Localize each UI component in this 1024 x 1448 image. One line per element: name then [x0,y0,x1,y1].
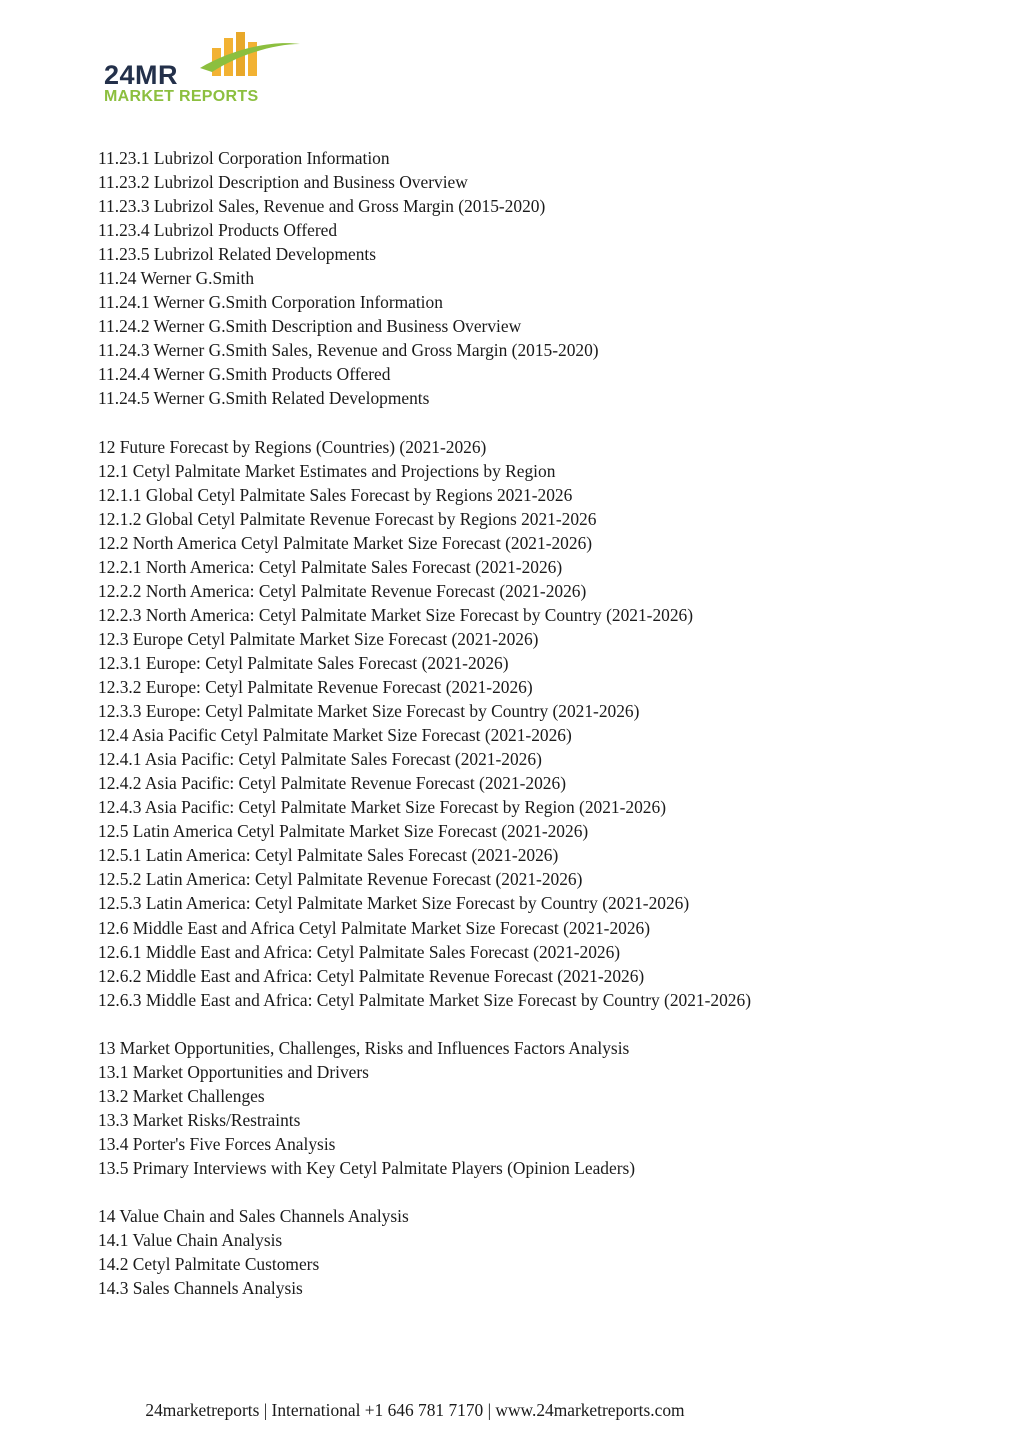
toc-line: 13.5 Primary Interviews with Key Cetyl Palmitate Players (Opinion Leaders) [98,1157,636,1178]
toc-line: 12.3.1 Europe: Cetyl Palmitate Sales Forecast (2021-2026) [98,652,509,673]
toc-line: 12.2 North America Cetyl Palmitate Market Size Forecast (2021-2026) [98,532,593,553]
logo-text-24mr: 24MR [104,60,179,90]
toc-line: 12.1.1 Global Cetyl Palmitate Sales Forecast by Regions 2021-2026 [98,484,573,505]
toc-line: 13.3 Market Risks/Restraints [98,1109,301,1130]
toc-line: 12.6.2 Middle East and Africa: Cetyl Palmitate Revenue Forecast (2021-2026) [98,965,645,986]
toc-line: 12.2.2 North America: Cetyl Palmitate Revenue Forecast (2021-2026) [98,580,587,601]
toc-line: 12.6.1 Middle East and Africa: Cetyl Palmitate Sales Forecast (2021-2026) [98,941,621,962]
toc-line: 13.4 Porter's Five Forces Analysis [98,1133,336,1154]
toc-line: 12.3.2 Europe: Cetyl Palmitate Revenue Forecast (2021-2026) [98,677,533,698]
toc-line: 11.24 Werner G.Smith [98,268,255,289]
table-of-contents [98,146,978,1324]
toc-line: 11.23.4 Lubrizol Products Offered [98,220,338,241]
toc-line: 13.1 Market Opportunities and Drivers [98,1061,369,1082]
toc-line: 11.24.4 Werner G.Smith Products Offered [98,364,391,385]
logo-text-market-reports: MARKET REPORTS [104,88,259,105]
toc-line: 14 Value Chain and Sales Channels Analysis [98,1206,409,1227]
toc-line: 12.5.2 Latin America: Cetyl Palmitate Revenue Forecast (2021-2026) [98,869,583,890]
toc-section [98,1036,978,1180]
toc-line: 12.5.1 Latin America: Cetyl Palmitate Sales Forecast (2021-2026) [98,845,559,866]
toc-line: 12.2.1 North America: Cetyl Palmitate Sales Forecast (2021-2026) [98,556,563,577]
toc-line: 11.24.2 Werner G.Smith Description and Business Overview [98,316,522,337]
toc-line: 12.5.3 Latin America: Cetyl Palmitate Market Size Forecast by Country (2021-2026) [98,893,690,914]
toc-line: 12.4.1 Asia Pacific: Cetyl Palmitate Sales Forecast (2021-2026) [98,749,542,770]
toc-line: 12.1.2 Global Cetyl Palmitate Revenue Forecast by Regions 2021-2026 [98,508,597,529]
page-footer: 24marketreports | International +1 646 781 7170 | www.24marketreports.com [145,1400,685,1420]
toc-line: 12.3 Europe Cetyl Palmitate Market Size Forecast (2021-2026) [98,628,539,649]
toc-line: 14.1 Value Chain Analysis [98,1230,283,1251]
toc-line: 11.24.1 Werner G.Smith Corporation Information [98,292,443,313]
toc-line: 12.4 Asia Pacific Cetyl Palmitate Market Size Forecast (2021-2026) [98,725,572,746]
toc-line: 12.5 Latin America Cetyl Palmitate Market Size Forecast (2021-2026) [98,821,589,842]
toc-section [98,1204,978,1300]
toc-line: 11.23.5 Lubrizol Related Developments [98,244,377,265]
toc-line: 12.6 Middle East and Africa Cetyl Palmitate Market Size Forecast (2021-2026) [98,917,651,938]
toc-line: 14.2 Cetyl Palmitate Customers [98,1254,320,1275]
toc-line: 12.1 Cetyl Palmitate Market Estimates and Projections by Region [98,460,556,481]
toc-line: 12.3.3 Europe: Cetyl Palmitate Market Size Forecast by Country (2021-2026) [98,701,640,722]
toc-section [98,146,978,411]
toc-line: 12 Future Forecast by Regions (Countries) (2021-2026) [98,436,487,457]
toc-line: 12.2.3 North America: Cetyl Palmitate Market Size Forecast by Country (2021-2026) [98,604,694,625]
toc-line: 11.23.3 Lubrizol Sales, Revenue and Gross Margin (2015-2020) [98,196,546,217]
toc-line: 14.3 Sales Channels Analysis [98,1278,303,1299]
toc-line: 11.23.2 Lubrizol Description and Business Overview [98,172,468,193]
toc-line: 13.2 Market Challenges [98,1085,265,1106]
toc-line: 12.4.2 Asia Pacific: Cetyl Palmitate Revenue Forecast (2021-2026) [98,773,566,794]
toc-line: 11.24.3 Werner G.Smith Sales, Revenue and Gross Margin (2015-2020) [98,340,599,361]
company-logo [100,28,310,110]
toc-line: 13 Market Opportunities, Challenges, Risks and Influences Factors Analysis [98,1037,630,1058]
toc-line: 11.24.5 Werner G.Smith Related Developments [98,388,430,409]
toc-line: 12.4.3 Asia Pacific: Cetyl Palmitate Market Size Forecast by Region (2021-2026) [98,797,666,818]
toc-line: 11.23.1 Lubrizol Corporation Information [98,148,390,168]
toc-section [98,435,978,1012]
toc-line: 12.6.3 Middle East and Africa: Cetyl Palmitate Market Size Forecast by Country (2021-2026) [98,989,751,1010]
